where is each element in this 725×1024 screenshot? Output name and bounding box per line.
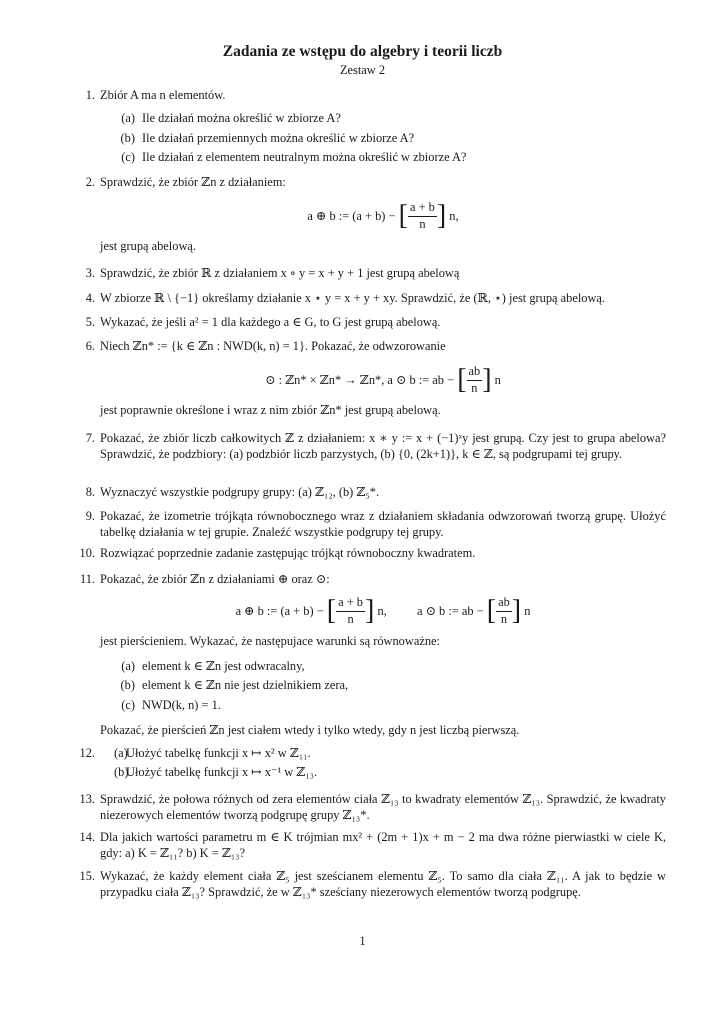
subproblem — [121, 149, 666, 165]
subproblem-label: (a) — [114, 746, 128, 760]
fraction-denominator: n — [347, 611, 354, 626]
subproblem-label: (c) — [121, 697, 135, 712]
problem-10 — [66, 545, 666, 561]
formula-lhs: ⊙ : ℤn* × ℤn* → ℤn*, a ⊙ b := ab − — [265, 373, 455, 388]
problem-number: 15. — [79, 869, 95, 883]
subproblem-label: (a) — [121, 658, 135, 673]
subproblem — [116, 745, 666, 761]
floor-bracket-open: [ — [457, 364, 467, 396]
problem-12 — [66, 745, 666, 781]
problem-number: 4. — [85, 291, 95, 305]
subproblem-text: element k ∈ ℤn nie jest dzielnikiem zera, — [142, 678, 349, 693]
subproblem-text: element k ∈ ℤn jest odwracalny, — [142, 658, 305, 673]
problem-2 — [66, 174, 666, 255]
fraction — [336, 595, 365, 627]
problem-8 — [66, 484, 666, 500]
subproblem-label: (a) — [121, 111, 135, 126]
problem-text: Sprawdzić, że zbiór ℝ z działaniem x ∘ y = x + y + 1 jest grupą abelową — [100, 266, 460, 280]
formula-tail: n — [494, 373, 501, 388]
problem-text-after: jest poprawnie określone i wraz z nim zbiór ℤn* jest grupą abelową. — [100, 403, 441, 418]
problem-number: 1. — [85, 88, 95, 102]
problem-number: 5. — [85, 315, 95, 329]
fraction-numerator: a + b — [336, 595, 365, 612]
subproblem-text: Ile działań z elementem neutralnym można określić w zbiorze A? — [142, 150, 467, 165]
floor-bracket-close: ] — [436, 200, 447, 232]
floor-bracket-close: ] — [482, 364, 492, 396]
problem-6 — [66, 338, 666, 419]
problem-number: 14. — [79, 830, 95, 844]
problem-number: 2. — [85, 175, 95, 189]
problem-text: Pokazać, że zbiór ℤn z działaniami ⊕ oraz ⊙: — [100, 572, 330, 586]
floor-bracket-open: [ — [486, 595, 497, 627]
subproblem-label: (b) — [120, 678, 135, 693]
fraction-numerator: a + b — [408, 200, 437, 217]
problem-text: Pokazać, że zbiór liczb całkowitych ℤ z działaniem: x ∗ y := x + (−1)ˣy jest grupą. Czy jest to grupa abelowa? Sprawdzić, że podzbiory: (a) podzbiór liczb parzystych, (b) {0, (2k+1)}, k ∈ ℤ, są podgrupami tej grupy. — [100, 431, 666, 462]
formula-tail-2: n — [524, 604, 531, 619]
floor-bracket-close: ] — [365, 595, 375, 627]
problem-number: 9. — [85, 509, 95, 523]
problem-3 — [66, 265, 666, 281]
document-subtitle: Zestaw 2 — [339, 63, 386, 77]
fraction-numerator: ab — [496, 595, 512, 612]
problem-15 — [66, 868, 666, 901]
subproblem — [120, 677, 666, 693]
formula-lhs: a ⊕ b := (a + b) − — [307, 209, 396, 224]
subproblem-label: (b) — [114, 765, 129, 780]
problem-9 — [66, 508, 666, 541]
page-number: 1 — [359, 934, 366, 948]
problem-text: Wykazać, że każdy element ciała ℤ₅ jest sześcianem elementu ℤ₅. To samo dla ciała ℤ₁₁. A jak to będzie w przypadku ciała ℤ₁₃? Sprawdzić, że w ℤ₁₃* sześciany niezerowych elementów tworzą podgrupę. — [100, 869, 666, 900]
fraction — [496, 595, 512, 627]
document-title: Zadania ze wstępu do algebry i teorii liczb — [222, 43, 503, 60]
problem-text: Pokazać, że izometrie trójkąta równobocznego wraz z działaniem składania odwzorowań tworzą grupę. Ułożyć tabelkę działania w tej grupie. Znaleźć wszystkie podgrupy tej grupy. — [100, 509, 666, 540]
problem-text-after: jest pierścieniem. Wykazać, że następujace warunki są równoważne: — [100, 634, 440, 649]
subproblem — [121, 110, 666, 126]
subproblem — [121, 697, 666, 713]
problem-13 — [66, 791, 666, 824]
subproblem-label: (b) — [120, 130, 135, 145]
formula-lhs: a ⊕ b := (a + b) − — [235, 604, 324, 619]
fraction-denominator: n — [500, 611, 508, 626]
formula-tail: n, — [377, 604, 387, 619]
display-formula — [100, 364, 666, 396]
problem-5 — [66, 314, 666, 330]
problem-1 — [66, 87, 666, 166]
problem-text-after: jest grupą abelową. — [100, 239, 196, 254]
floor-bracket-open: [ — [398, 200, 408, 232]
subproblem — [121, 658, 666, 674]
problem-4 — [66, 290, 666, 306]
problem-number: 6. — [85, 339, 95, 353]
problem-text: Wyznaczyć wszystkie podgrupy grupy: (a) ℤ₁₂, (b) ℤ₅*. — [100, 485, 380, 499]
subproblem-text: Ułożyć tabelkę funkcji x ↦ x² w ℤ₁₁. — [126, 746, 311, 760]
formula-tail: n, — [449, 209, 459, 224]
fraction — [408, 200, 437, 232]
fraction-denominator: n — [419, 216, 426, 231]
problem-text: Wykazać, że jeśli a² = 1 dla każdego a ∈ G, to G jest grupą abelową. — [100, 315, 441, 329]
fraction-denominator: n — [471, 380, 478, 395]
problem-number: 8. — [85, 485, 95, 499]
problem-7 — [66, 430, 666, 463]
subproblem — [120, 130, 666, 146]
problem-text: Niech ℤn* := {k ∈ ℤn : NWD(k, n) = 1}. Pokazać, że odwzorowanie — [100, 339, 446, 353]
display-formula — [100, 200, 666, 232]
problem-text: Dla jakich wartości parametru m ∈ K trójmian mx² + (2m + 1)x + m − 2 ma dwa różne pierwiastki w ciele K, gdy: a) K = ℤ₁₁? b) K = ℤ₁₃? — [100, 830, 666, 861]
subproblem — [116, 764, 666, 780]
fraction — [467, 364, 483, 396]
subproblem-label: (c) — [121, 150, 135, 165]
problem-number: 10. — [79, 546, 95, 560]
fraction-numerator: ab — [467, 364, 483, 381]
subproblem-text: Ile działań przemiennych można określić w zbiorze A? — [142, 130, 415, 145]
subproblem-text: NWD(k, n) = 1. — [142, 697, 221, 712]
problem-number: 3. — [85, 266, 95, 280]
problem-text: W zbiorze ℝ \ {−1} określamy działanie x ⋆ y = x + y + xy. Sprawdzić, że (ℝ, ⋆) jest grupą abelową. — [100, 291, 606, 305]
problem-number: 13. — [79, 792, 95, 806]
problem-text: Sprawdzić, że połowa różnych od zera elementów ciała ℤ₁₃ to kwadraty elementów ℤ₁₃. Sprawdzić, że kwadraty niezerowych elementów tworzą podgrupę grupy ℤ₁₃*. — [100, 792, 666, 823]
problem-text-after-2: Pokazać, że pierścień ℤn jest ciałem wtedy i tylko wtedy, gdy n jest liczbą pierwszą. — [100, 722, 520, 737]
floor-bracket-open: [ — [326, 595, 337, 627]
problem-11 — [66, 571, 666, 738]
problem-text: Zbiór A ma n elementów. — [100, 88, 226, 102]
problem-text: Sprawdzić, że zbiór ℤn z działaniem: — [100, 175, 286, 189]
subproblem-text: Ułożyć tabelkę funkcji x ↦ x⁻¹ w ℤ₁₃. — [126, 765, 318, 780]
subproblem-text: Ile działań można określić w zbiorze A? — [142, 111, 341, 126]
problem-number: 7. — [85, 431, 95, 445]
problem-number: 11. — [79, 572, 95, 586]
problem-number: 12. — [79, 746, 95, 760]
formula-lhs-2: a ⊙ b := ab − — [416, 604, 484, 619]
floor-bracket-close: ] — [511, 595, 522, 627]
problem-14 — [66, 829, 666, 862]
problem-text: Rozwiązać poprzednie zadanie zastępując trójkąt równoboczny kwadratem. — [100, 546, 476, 560]
display-formula — [100, 595, 666, 627]
